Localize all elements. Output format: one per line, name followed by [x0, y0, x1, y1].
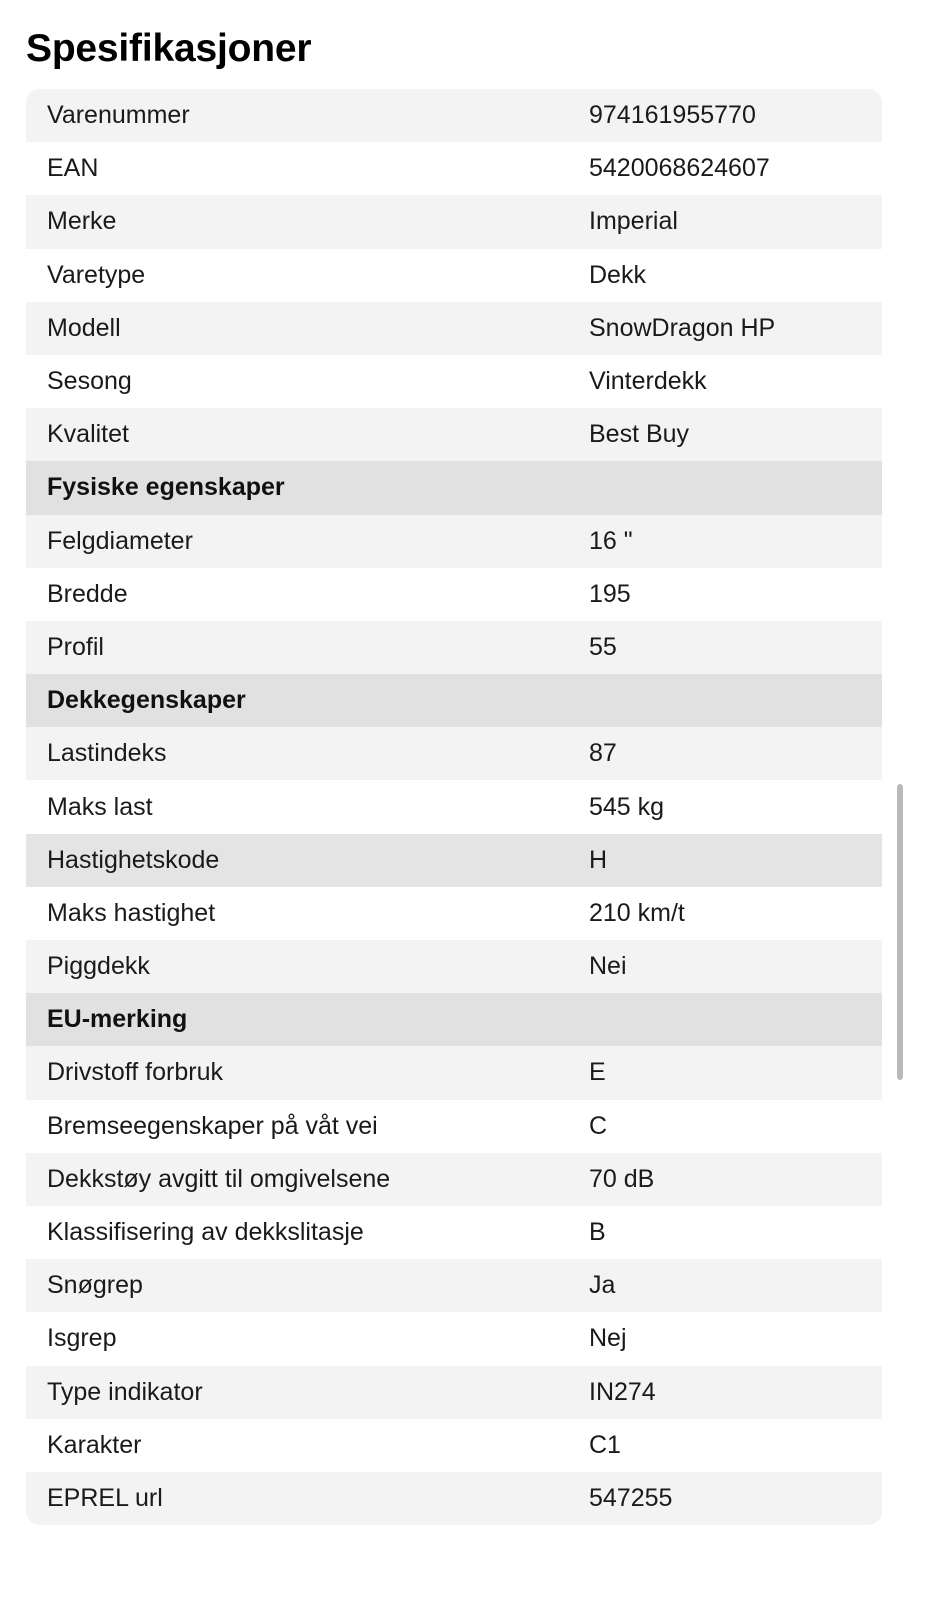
spec-value: 70 dB — [589, 1164, 655, 1193]
section-title: EU-merking — [47, 1005, 188, 1034]
spec-value: C1 — [589, 1430, 621, 1459]
spec-row — [26, 1153, 882, 1206]
spec-value: E — [589, 1058, 606, 1087]
spec-row — [26, 408, 882, 461]
spec-label: Maks hastighet — [47, 898, 216, 927]
spec-label: Kvalitet — [47, 420, 129, 449]
spec-label: Varetype — [47, 260, 146, 289]
spec-row — [26, 195, 882, 248]
spec-label: Modell — [47, 313, 121, 342]
spec-label: Isgrep — [47, 1324, 117, 1353]
spec-row — [26, 302, 882, 355]
section-title: Dekkegenskaper — [47, 686, 246, 715]
spec-row — [26, 355, 882, 408]
spec-value: Ja — [589, 1271, 616, 1300]
spec-label: EAN — [47, 154, 99, 183]
spec-row — [26, 727, 882, 780]
spec-label: Sesong — [47, 367, 132, 396]
spec-row — [26, 249, 882, 302]
spec-row — [26, 1046, 882, 1099]
spec-value: 87 — [589, 739, 617, 768]
spec-value: Dekk — [589, 260, 646, 289]
spec-label: Varenummer — [47, 101, 190, 130]
spec-label: Maks last — [47, 792, 153, 821]
spec-row — [26, 887, 882, 940]
spec-value: H — [589, 845, 608, 874]
spec-value: 195 — [589, 579, 631, 608]
spec-value: 5420068624607 — [589, 154, 770, 183]
spec-value: C — [589, 1111, 608, 1140]
spec-value: IN274 — [589, 1377, 656, 1406]
spec-row — [26, 89, 882, 142]
spec-label: Drivstoff forbruk — [47, 1058, 223, 1087]
spec-row — [26, 1312, 882, 1365]
spec-label: Bredde — [47, 579, 128, 608]
spec-label: Karakter — [47, 1430, 142, 1459]
spec-section-header — [26, 461, 882, 514]
spec-row — [26, 621, 882, 674]
spec-row — [26, 834, 882, 887]
spec-row — [26, 940, 882, 993]
spec-value: Nej — [589, 1324, 627, 1353]
spec-label: Dekkstøy avgitt til omgivelsene — [47, 1164, 391, 1193]
spec-label: Felgdiameter — [47, 526, 193, 555]
spec-value: 547255 — [589, 1483, 673, 1512]
spec-value: Nei — [589, 952, 627, 981]
spec-value: 16 " — [589, 526, 633, 555]
spec-section-header — [26, 674, 882, 727]
spec-row — [26, 1419, 882, 1472]
spec-row — [26, 1206, 882, 1259]
spec-label: Hastighetskode — [47, 845, 220, 874]
spec-label: Merke — [47, 207, 117, 236]
spec-value: 55 — [589, 632, 617, 661]
spec-row — [26, 1259, 882, 1312]
spec-row — [26, 780, 882, 833]
page-title: Spesifikasjoner — [26, 27, 312, 70]
spec-row — [26, 1366, 882, 1419]
spec-value: Best Buy — [589, 420, 690, 449]
spec-value: B — [589, 1218, 606, 1247]
spec-row — [26, 568, 882, 621]
spec-label: Type indikator — [47, 1377, 203, 1406]
spec-row — [26, 515, 882, 568]
spec-section-header — [26, 993, 882, 1046]
spec-value: Vinterdekk — [589, 367, 707, 396]
spec-row — [26, 142, 882, 195]
spec-label: Bremseegenskaper på våt vei — [47, 1111, 378, 1140]
spec-table — [26, 89, 882, 1525]
scrollbar[interactable] — [897, 784, 903, 1080]
spec-label: Lastindeks — [47, 739, 167, 768]
spec-label: EPREL url — [47, 1483, 163, 1512]
spec-value: SnowDragon HP — [589, 313, 776, 342]
spec-label: Piggdekk — [47, 952, 150, 981]
spec-value: 545 kg — [589, 792, 665, 821]
spec-row — [26, 1472, 882, 1525]
section-title: Fysiske egenskaper — [47, 473, 285, 502]
spec-value: Imperial — [589, 207, 678, 236]
spec-row — [26, 1100, 882, 1153]
spec-value: 210 km/t — [589, 898, 685, 927]
spec-label: Profil — [47, 632, 104, 661]
spec-label: Snøgrep — [47, 1271, 143, 1300]
spec-label: Klassifisering av dekkslitasje — [47, 1218, 364, 1247]
spec-value: 974161955770 — [589, 101, 756, 130]
